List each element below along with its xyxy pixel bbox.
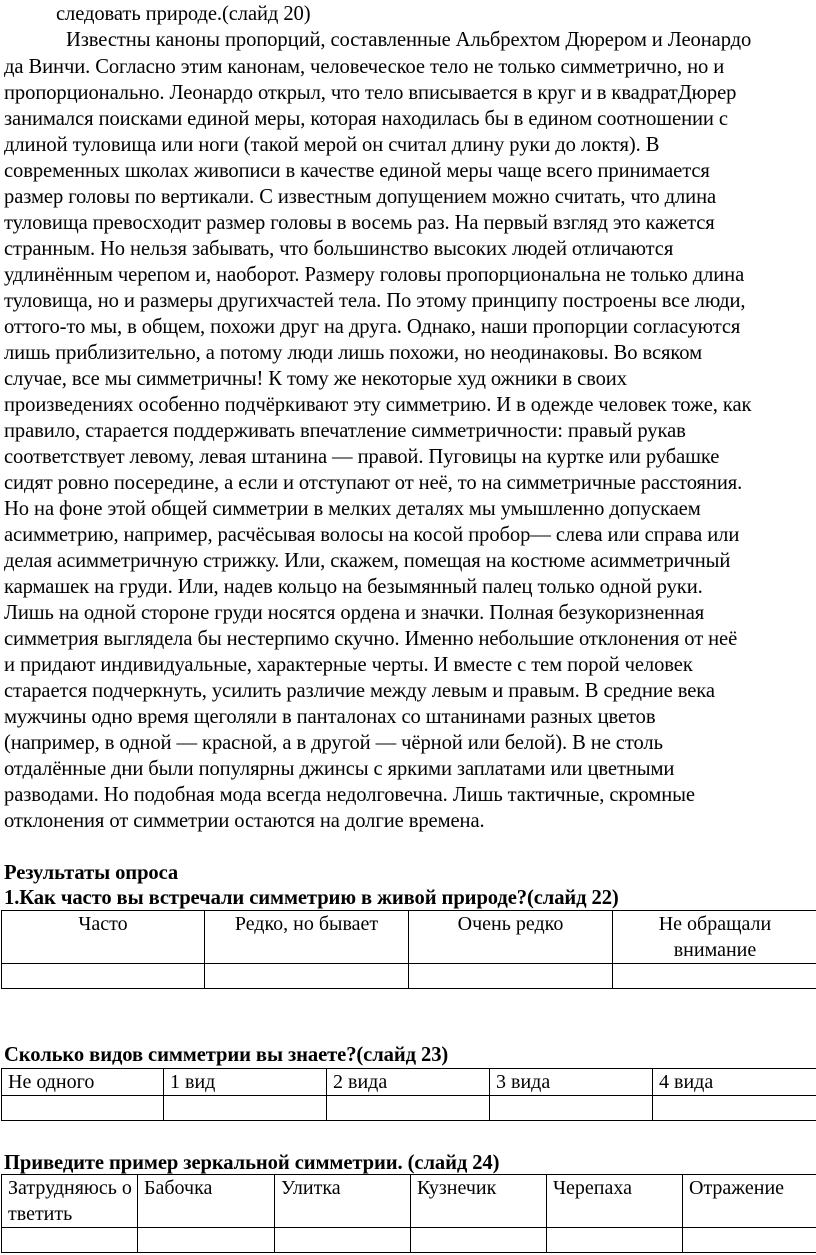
table-header-cell: 2 вида [327,1069,490,1096]
table-cell [653,1096,816,1121]
text-line: современных школах живописи в качестве единой меры чаще всего принимается [4,160,710,182]
table-header-cell: 4 вида [653,1069,816,1096]
table-cell [2,964,205,989]
table-cell [409,964,613,989]
table-cell [2,1096,164,1121]
text-line: длиной туловища или ноги (такой мерой он считал длину руки до локтя). В [4,134,660,156]
text-line: сидят ровно посередине, а если и отступают от неё, то на симметричные расстояния. [4,472,743,494]
table-header-cell: 1 вид [164,1069,327,1096]
text-line: Известны каноны пропорций, составленные Альбрехтом Дюрером и Леонардо [66,29,752,51]
table-row [2,964,816,989]
question-2-title: Сколько видов симметрии вы знаете?(слайд 23) [4,1044,449,1066]
text-line: странным. Но нельзя забывать, что большинство высоких людей отличаются [4,238,674,260]
table-cell [275,1228,411,1253]
results-heading: Результаты опроса [4,862,179,884]
text-line: размер головы по вертикали. С известным допущением можно считать, что длина [4,186,717,208]
question-1-table [1,910,816,989]
text-line: случае, все мы симметричны! К тому же некоторые худ ожники в своих [4,368,627,390]
table-cell [683,1228,816,1253]
text-line: (например, в одной — красной, а в другой — чёрной или белой). В не столь [4,732,663,754]
table-header-cell: Не одного [2,1069,164,1096]
text-line: делая асимметричную стрижку. Или, скажем, помещая на костюме асимметричный [4,550,731,572]
text-line: и придают индивидуальные, характерные черты. И вместе с тем порой человек [4,654,693,676]
table-cell [164,1096,327,1121]
table-row [2,1228,816,1253]
table-header-cell: Часто [2,911,205,964]
text-line: соответствует левому, левая штанина — правой. Пуговицы на куртке или рубашке [4,446,720,468]
text-line: кармашек на груди. Или, надев кольцо на безымянный палец только одной руки. [4,576,703,598]
table-cell [613,964,816,989]
table-header-cell: Редко, но бывает [205,911,409,964]
table-cell [138,1228,275,1253]
text-line: отклонения от симметрии остаются на долгие времена. [4,810,485,832]
table-header-cell: 3 вида [490,1069,653,1096]
text-line: лишь приблизительно, а потому люди лишь похожи, но неодинаковы. Во всяком [4,342,703,364]
text-line: разводами. Но подобная мода всегда недолговечна. Лишь тактичные, скромные [4,784,695,806]
text-line: правило, старается поддерживать впечатление симметричности: правый рукав [4,420,686,442]
table-cell [327,1096,490,1121]
table-cell [547,1228,683,1253]
text-line: Но на фоне этой общей симметрии в мелких деталях мы умышленно допускаем [4,498,701,520]
table-header-row [2,911,816,964]
text-line: Лишь на одной стороне груди носятся ордена и значки. Полная безукоризненная [4,602,705,624]
text-line: симметрия выглядела бы нестерпимо скучно. Именно небольшие отклонения от неё [4,628,738,650]
text-line: асимметрию, например, расчёсывая волосы на косой пробор— слева или справа или [4,524,740,546]
table-row [2,1096,816,1121]
table-cell [490,1096,653,1121]
text-line: отдалённые дни были популярны джинсы с яркими заплатами или цветными [4,758,675,780]
text-line: занимался поисками единой меры, которая находилась бы в едином соотношении с [4,108,728,130]
table-header-cell: Не обращали внимание [613,911,816,964]
table-header-row [2,1175,816,1228]
text-line: туловища, но и размеры другихчастей тела. По этому принципу построены все люди, [4,290,746,312]
question-3-table [1,1174,816,1253]
table-header-cell: Отражение [683,1175,816,1228]
text-line: да Винчи. Согласно этим канонам, человеческое тело не только симметрично, но и [4,56,725,78]
table-cell [205,964,409,989]
text-line: пропорционально. Леонардо открыл, что тело вписывается в круг и в квадратДюрер [4,82,737,104]
text-line: мужчины одно время щеголяли в панталонах со штанинами разных цветов [4,706,656,728]
table-header-row [2,1069,816,1096]
text-line: удлинённым черепом и, наоборот. Размеру головы пропорциональна не только длина [4,264,745,286]
table-header-cell: Очень редко [409,911,613,964]
table-header-cell: Улитка [275,1175,411,1228]
text-line: следовать природе.(слайд 20) [56,3,311,25]
question-2-table [1,1068,816,1121]
table-header-cell: Затрудняюсь ответить [2,1175,138,1228]
table-cell [411,1228,547,1253]
text-line: произведениях особенно подчёркивают эту симметрию. И в одежде человек тоже, как [4,394,752,416]
table-header-cell: Кузнечик [411,1175,547,1228]
text-line: старается подчеркнуть, усилить различие между левым и правым. В средние века [4,680,715,702]
text-line: оттого-то мы, в общем, похожи друг на друга. Однако, наши пропорции согласуются [4,316,741,338]
question-1-title: 1.Как часто вы встречали симметрию в живой природе?(слайд 22) [4,887,619,909]
table-header-cell: Черепаха [547,1175,683,1228]
text-line: туловища превосходит размер головы в восемь раз. На первый взгляд это кажется [4,212,715,234]
question-3-title: Приведите пример зеркальной симметрии. (слайд 24) [4,1152,500,1174]
table-header-cell: Бабочка [138,1175,275,1228]
table-cell [2,1228,138,1253]
